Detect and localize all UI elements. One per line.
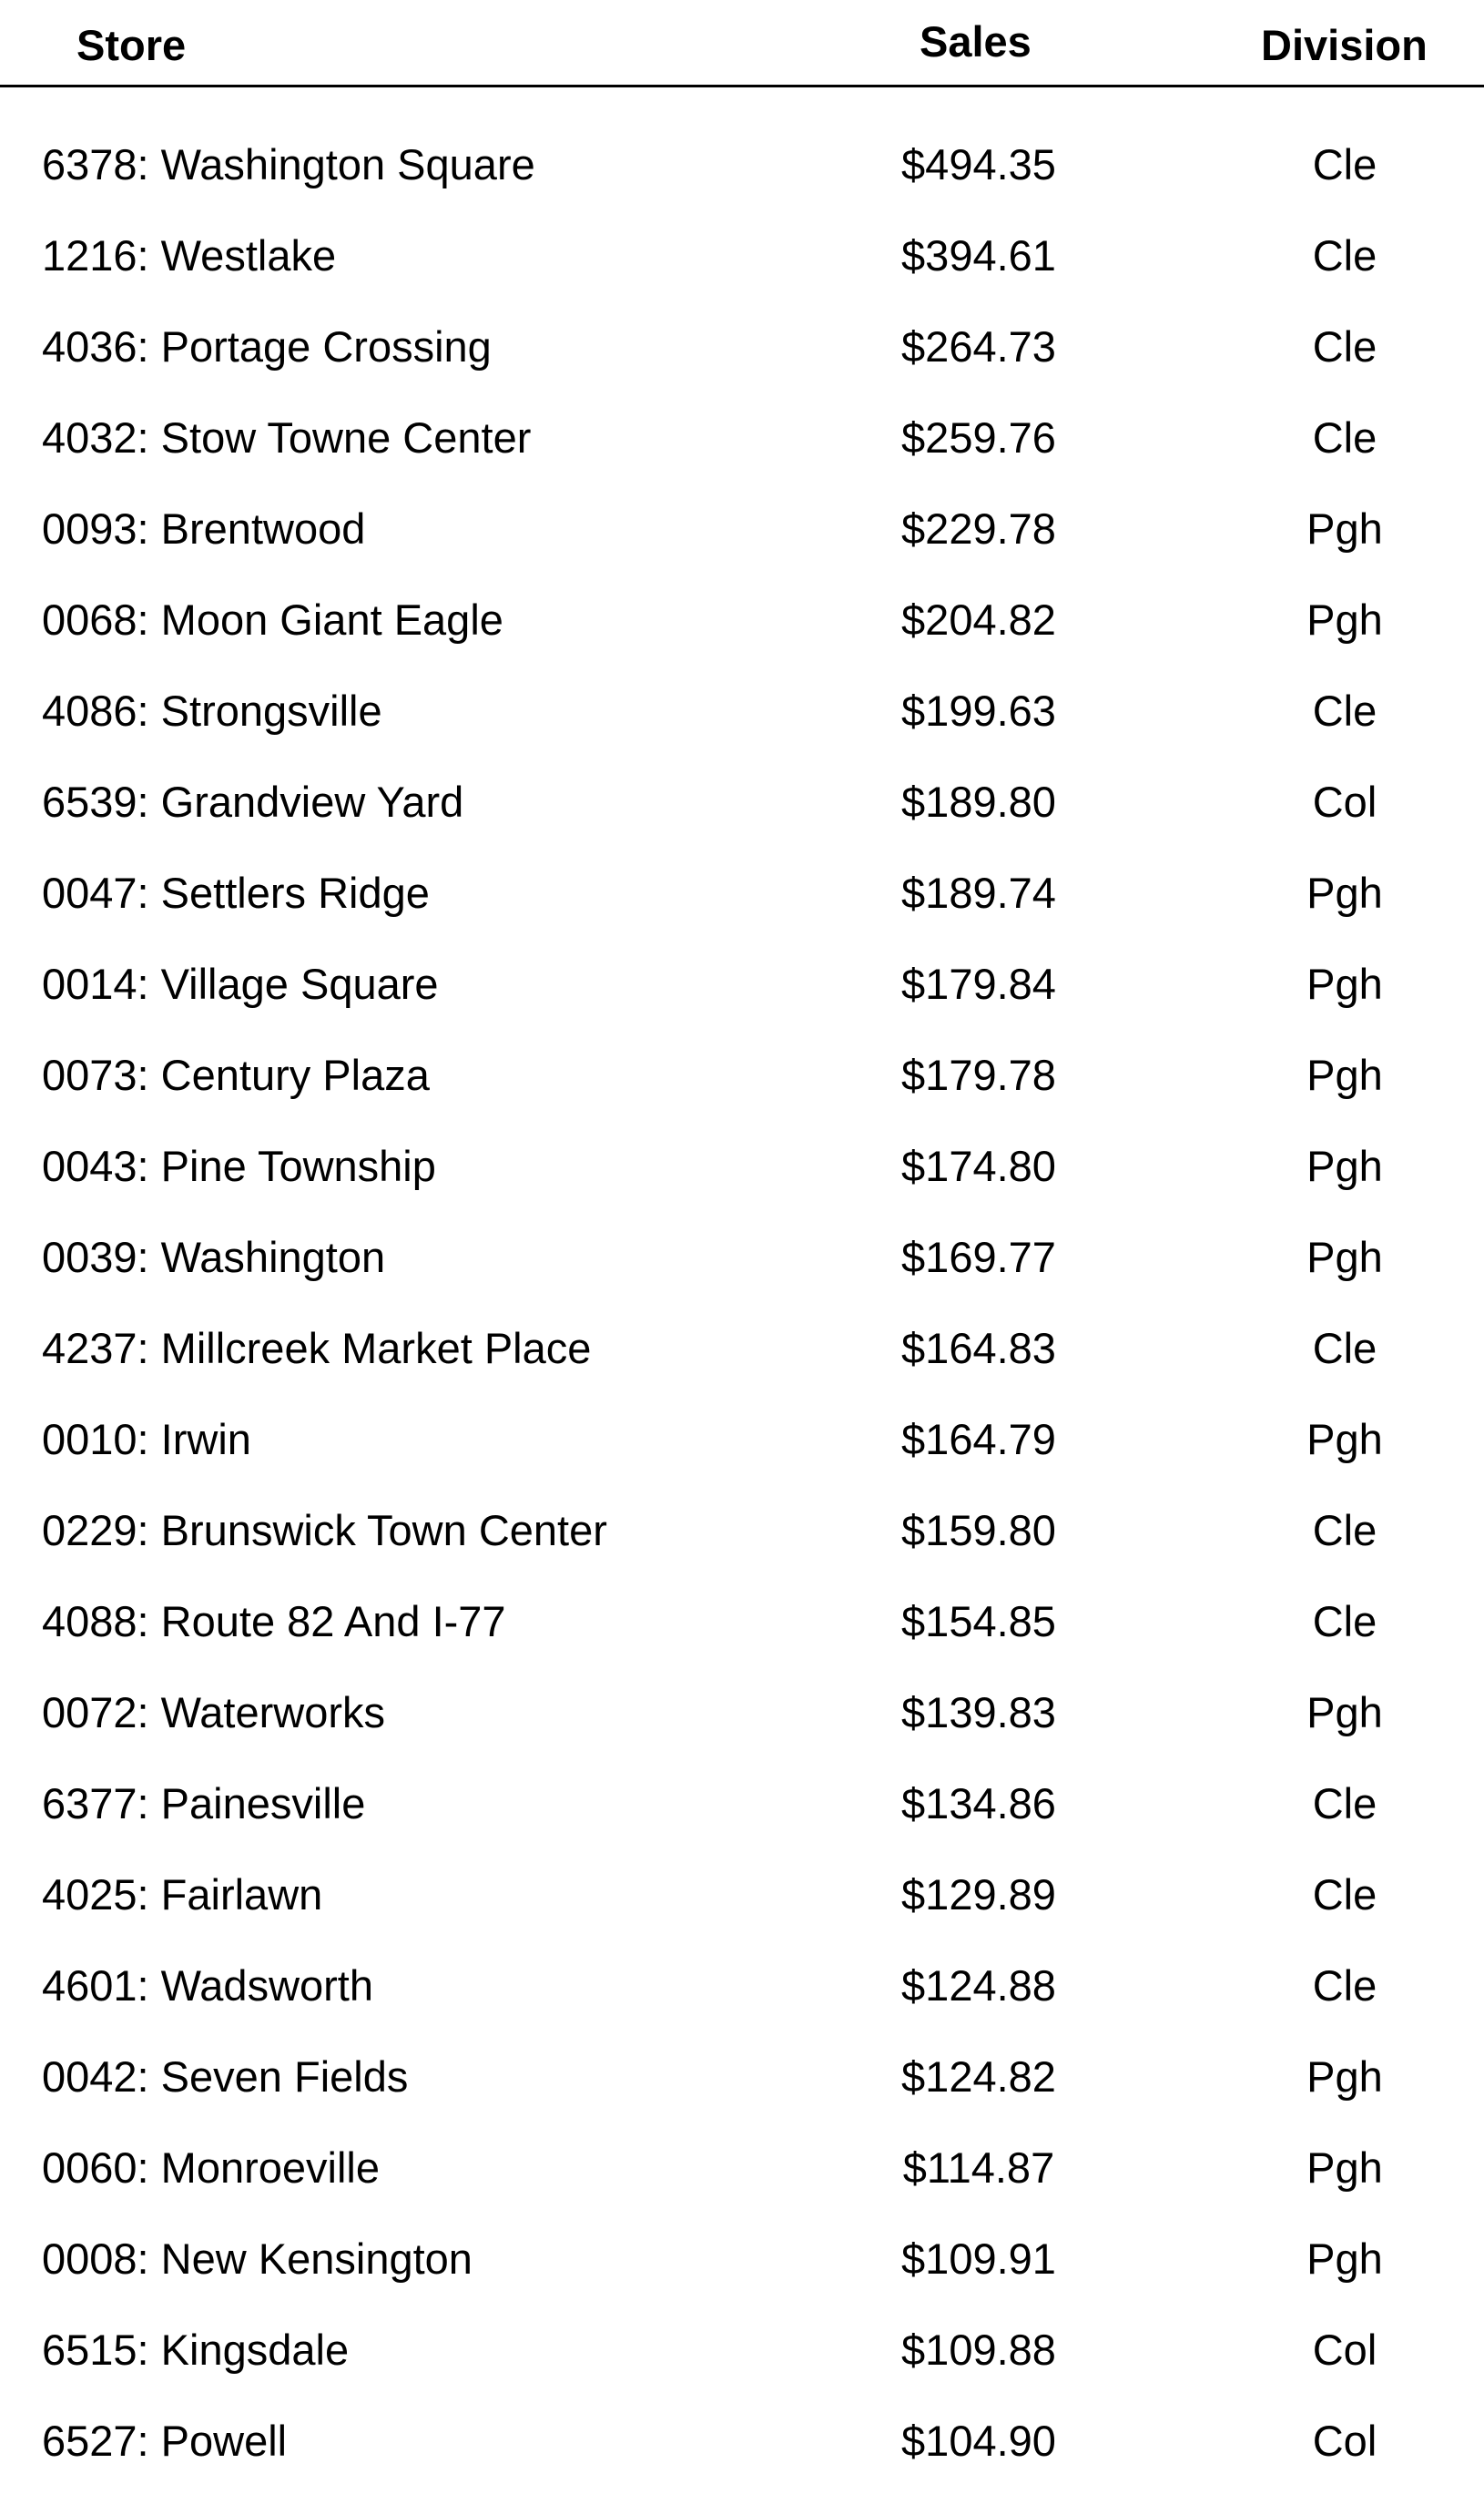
sales-cell: $164.79 [901,1415,1056,1463]
sales-cell: $139.83 [901,1688,1056,1736]
division-cell: Cle [1312,1597,1377,1645]
sales-cell: $264.73 [901,322,1056,371]
division-cell: Col [1312,778,1377,826]
table-header [0,0,1484,87]
table-row [0,1138,1484,1229]
division-cell: Pgh [1306,2143,1383,2192]
division-cell: Pgh [1306,1415,1383,1463]
table-row [0,1320,1484,1411]
division-cell: Cle [1312,413,1377,462]
sales-cell: $179.84 [901,960,1056,1008]
table-row [0,2140,1484,2231]
table-row [0,319,1484,410]
sales-cell: $164.83 [901,1324,1056,1372]
table-row [0,774,1484,865]
store-cell: 0073: Century Plaza [42,1051,430,1099]
store-cell: 4601: Wadsworth [42,1961,373,2010]
division-cell: Cle [1312,1779,1377,1827]
store-cell: 4025: Fairlawn [42,1870,323,1919]
store-cell: 0072: Waterworks [42,1688,386,1736]
division-cell: Pgh [1306,1233,1383,1281]
table-row [0,1502,1484,1593]
table-row [0,2231,1484,2322]
store-cell: 1216: Westlake [42,231,337,280]
sales-cell: $109.88 [901,2326,1056,2374]
division-cell: Pgh [1306,2052,1383,2101]
store-cell: 0047: Settlers Ridge [42,869,430,917]
division-cell: Col [1312,2326,1377,2374]
table-row [0,2413,1484,2504]
sales-cell: $189.74 [901,869,1056,917]
table-row [0,1229,1484,1320]
division-cell: Pgh [1306,595,1383,644]
sales-cell: $179.78 [901,1051,1056,1099]
division-cell: Cle [1312,1324,1377,1372]
division-cell: Pgh [1306,1051,1383,1099]
table-row [0,137,1484,228]
header-division: Division [1261,21,1428,69]
sales-cell: $129.89 [901,1870,1056,1919]
sales-cell: $204.82 [901,595,1056,644]
table-row [0,1685,1484,1776]
store-cell: 0042: Seven Fields [42,2052,409,2101]
division-cell: Cle [1312,322,1377,371]
table-row [0,592,1484,683]
table-row [0,1776,1484,1867]
store-cell: 0043: Pine Township [42,1142,436,1190]
division-cell: Pgh [1306,2234,1383,2283]
division-cell: Cle [1312,140,1377,188]
table-row [0,1047,1484,1138]
store-cell: 0229: Brunswick Town Center [42,1506,607,1554]
division-cell: Cle [1312,1870,1377,1919]
division-cell: Cle [1312,1961,1377,2010]
store-cell: 4088: Route 82 And I-77 [42,1597,506,1645]
division-cell: Cle [1312,687,1377,735]
sales-cell: $229.78 [901,504,1056,553]
table-row [0,1411,1484,1502]
table-body [0,137,1484,2504]
sales-cell: $199.63 [901,687,1056,735]
store-cell: 0060: Monroeville [42,2143,380,2192]
store-cell: 0093: Brentwood [42,504,366,553]
sales-cell: $104.90 [901,2417,1056,2465]
store-cell: 6527: Powell [42,2417,288,2465]
sales-cell: $259.76 [901,413,1056,462]
sales-cell: $159.80 [901,1506,1056,1554]
sales-cell: $189.80 [901,778,1056,826]
store-cell: 6539: Grandview Yard [42,778,464,826]
table-row [0,2322,1484,2413]
store-cell: 0068: Moon Giant Eagle [42,595,503,644]
sales-cell: $124.82 [901,2052,1056,2101]
sales-cell: $394.61 [901,231,1056,280]
sales-cell: $124.88 [901,1961,1056,2010]
division-cell: Cle [1312,1506,1377,1554]
sales-cell: $494.35 [901,140,1056,188]
table-row [0,683,1484,774]
sales-cell: $109.91 [901,2234,1056,2283]
table-row [0,501,1484,592]
division-cell: Col [1312,2417,1377,2465]
table-row [0,228,1484,319]
store-cell: 6377: Painesville [42,1779,366,1827]
division-cell: Pgh [1306,1688,1383,1736]
header-sales: Sales [920,17,1032,66]
store-cell: 0039: Washington [42,1233,386,1281]
store-cell: 0014: Village Square [42,960,439,1008]
sales-cell: $114.87 [902,2143,1055,2192]
store-cell: 4086: Strongsville [42,687,382,735]
table-row [0,2049,1484,2140]
header-store: Store [76,21,187,69]
sales-cell: $154.85 [901,1597,1056,1645]
sales-cell: $174.80 [901,1142,1056,1190]
table-row [0,1593,1484,1685]
division-cell: Pgh [1306,960,1383,1008]
store-cell: 6378: Washington Square [42,140,535,188]
store-cell: 6515: Kingsdale [42,2326,350,2374]
store-cell: 4032: Stow Towne Center [42,413,532,462]
store-cell: 0010: Irwin [42,1415,251,1463]
store-cell: 0008: New Kensington [42,2234,473,2283]
division-cell: Pgh [1306,1142,1383,1190]
table-row [0,865,1484,956]
store-cell: 4036: Portage Crossing [42,322,492,371]
table-row [0,956,1484,1047]
store-cell: 4237: Millcreek Market Place [42,1324,592,1372]
table-row [0,1867,1484,1958]
table-row [0,410,1484,501]
division-cell: Pgh [1306,504,1383,553]
division-cell: Cle [1312,231,1377,280]
table-row [0,1958,1484,2049]
sales-cell: $134.86 [901,1779,1056,1827]
sales-cell: $169.77 [901,1233,1056,1281]
division-cell: Pgh [1306,869,1383,917]
